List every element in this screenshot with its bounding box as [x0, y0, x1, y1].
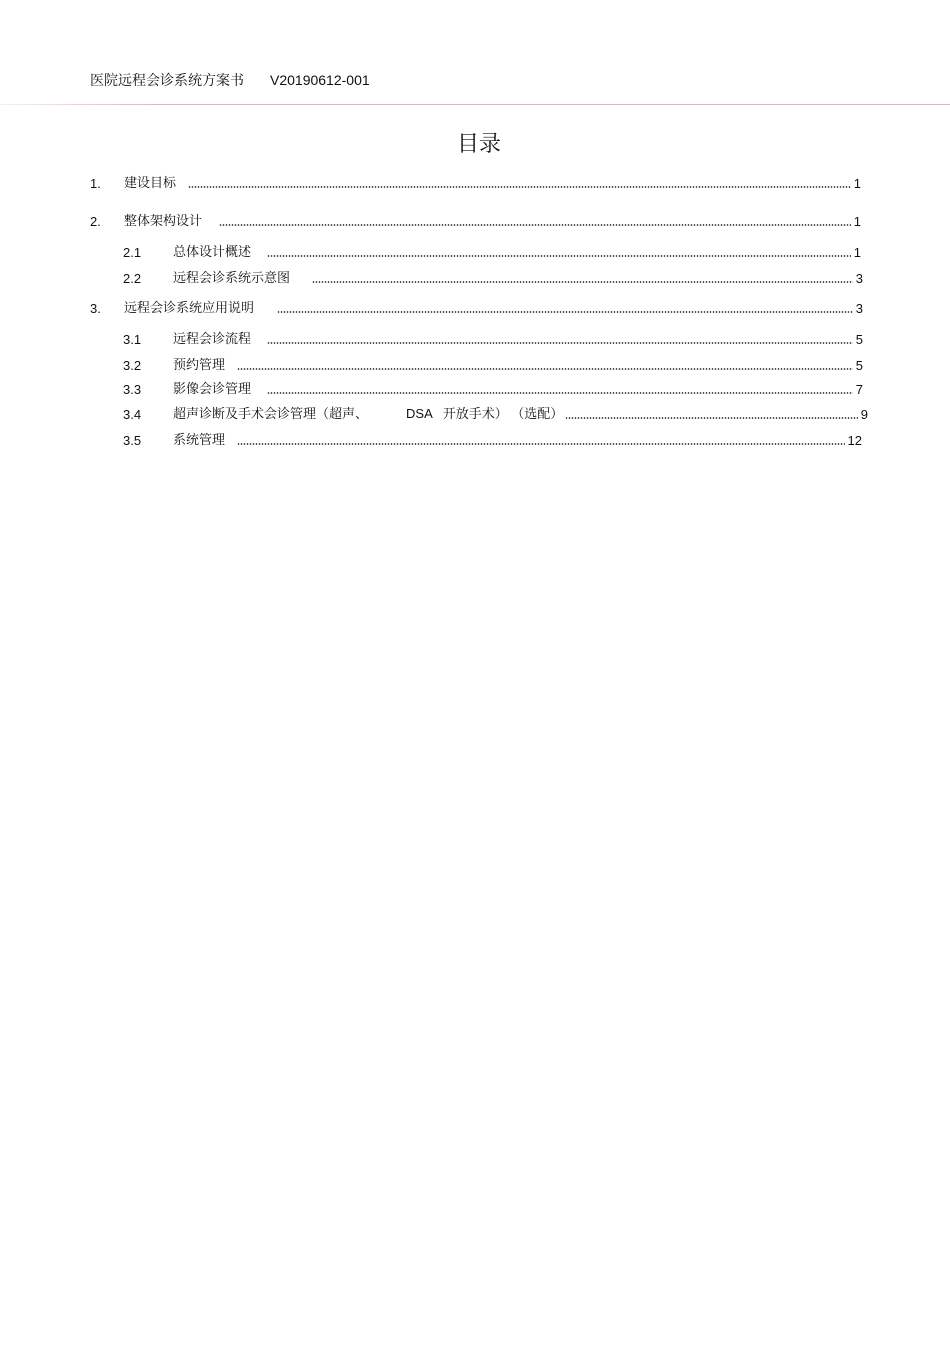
document-title: 医院远程会诊系统方案书 — [90, 73, 244, 89]
toc-dot-leader — [188, 185, 851, 189]
toc-entry-title-part: 开放手术） — [442, 407, 508, 422]
toc-entry-title: 预约管理 — [173, 358, 226, 373]
toc-dot-leader — [219, 223, 851, 227]
toc-dot-leader — [237, 442, 845, 446]
toc-entry[interactable] — [123, 270, 863, 288]
page-header — [90, 70, 370, 91]
toc-entry-number: 3.4 — [123, 407, 142, 422]
header-divider — [0, 104, 950, 105]
toc-dot-leader — [267, 391, 853, 395]
toc-dot-leader — [267, 341, 853, 345]
toc-entry-number: 2. — [90, 214, 101, 229]
toc-entry-title: 远程会诊系统示意图 — [173, 271, 291, 286]
toc-entry-page: 3 — [855, 301, 863, 316]
toc-entry[interactable] — [123, 357, 863, 375]
toc-title: 目录 — [456, 132, 501, 157]
toc-entry-page: 1 — [853, 214, 861, 229]
toc-entry-page: 5 — [855, 358, 863, 373]
toc-entry[interactable] — [90, 213, 861, 231]
toc-dot-leader — [237, 367, 853, 371]
document-version: V20190612-001 — [270, 72, 370, 88]
toc-entry[interactable] — [90, 175, 861, 193]
toc-entry-title: 建设目标 — [124, 176, 177, 191]
toc-dot-leader — [312, 280, 853, 284]
toc-entry[interactable] — [123, 244, 861, 262]
toc-entry-title: 影像会诊管理 — [173, 382, 252, 397]
toc-entry-page: 7 — [855, 382, 863, 397]
toc-entry[interactable] — [123, 331, 863, 349]
toc-entry-page: 1 — [853, 176, 861, 191]
toc-entry-number: 3.3 — [123, 382, 142, 397]
toc-dot-leader — [277, 310, 853, 314]
toc-entry-title: 远程会诊流程 — [173, 332, 252, 347]
toc-entry-page: 5 — [855, 332, 863, 347]
toc-entry-number: 3.1 — [123, 332, 142, 347]
toc-entry-page: 9 — [860, 407, 868, 422]
toc-entry-page: 1 — [853, 245, 861, 260]
toc-entry-title-part: 超声诊断及手术会诊管理（超声、 — [173, 407, 369, 422]
toc-entry-number: 2.1 — [123, 245, 142, 260]
toc-entry-title: 总体设计概述 — [173, 245, 252, 260]
toc-dot-leader — [267, 254, 851, 258]
toc-entry[interactable] — [90, 300, 863, 318]
toc-dot-leader — [565, 416, 857, 420]
toc-entry-title-part: DSA — [406, 406, 433, 421]
toc-entry[interactable] — [123, 381, 863, 399]
toc-entry-number: 1. — [90, 176, 101, 191]
toc-entry-number: 3.5 — [123, 433, 142, 448]
toc-entry-title — [173, 405, 565, 424]
toc-entry[interactable] — [123, 432, 862, 450]
toc-entry-page: 12 — [847, 433, 862, 448]
toc-entry-title: 整体架构设计 — [124, 214, 203, 229]
toc-entry-title: 远程会诊系统应用说明 — [124, 301, 255, 316]
toc-entry-number: 2.2 — [123, 271, 142, 286]
toc-entry-page: 3 — [855, 271, 863, 286]
toc-entry[interactable] — [123, 406, 868, 424]
toc-entry-number: 3.2 — [123, 358, 142, 373]
toc-entry-title-part: （选配） — [517, 407, 564, 422]
toc-entry-number: 3. — [90, 301, 101, 316]
toc-entry-title: 系统管理 — [173, 433, 226, 448]
